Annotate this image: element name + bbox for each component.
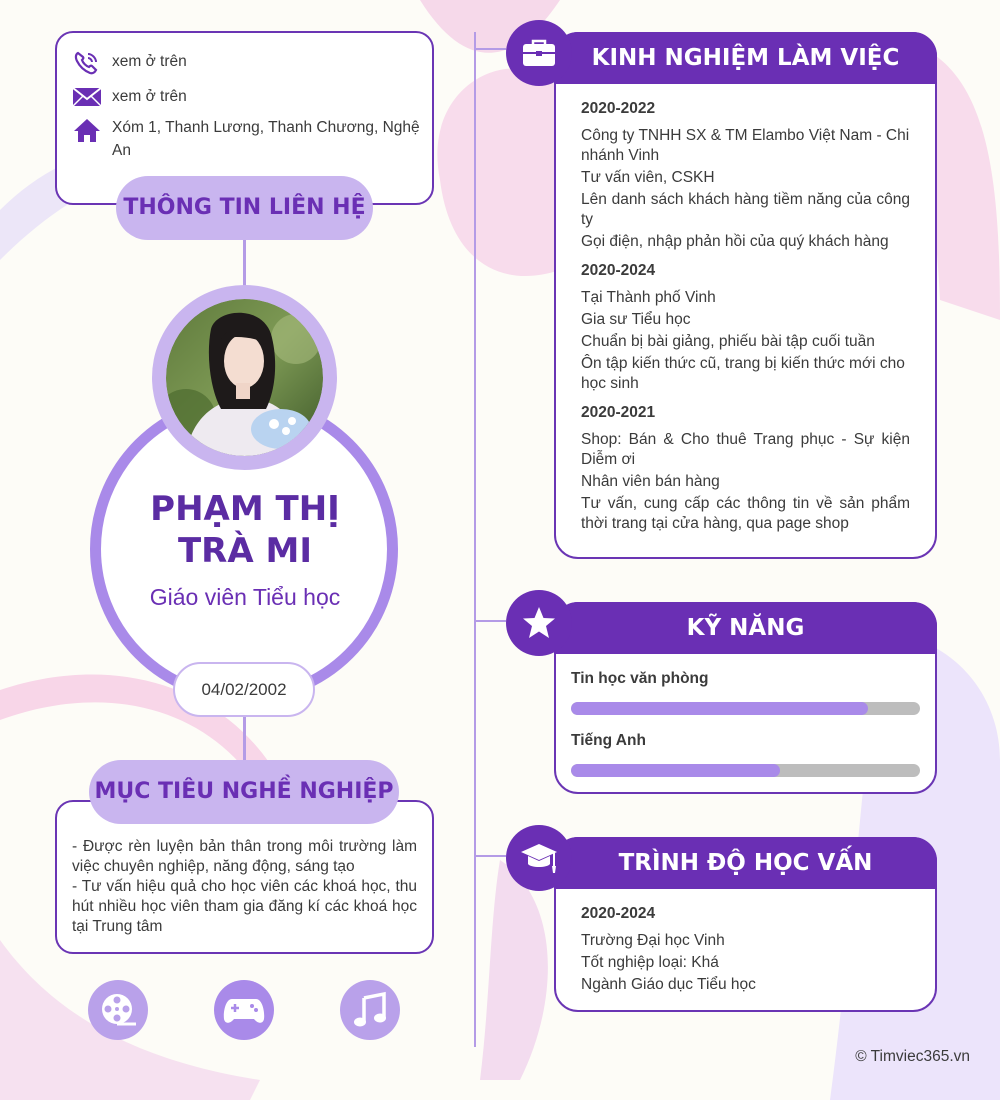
education-details: [581, 905, 910, 997]
profile-connector: [243, 240, 246, 290]
skill-bar-fill: [571, 764, 780, 777]
experience-company: Tại Thành phố Vinh: [581, 289, 716, 306]
experience-task: Chuẩn bị bài giảng, phiếu bài tập cuối tuần: [581, 333, 875, 350]
experience-item: [581, 404, 910, 534]
timeline-connector: [476, 48, 506, 50]
music-note-icon: [350, 990, 390, 1030]
film-reel-icon: [98, 990, 138, 1030]
hobby-games: [214, 980, 274, 1040]
objective-connector: [243, 717, 246, 762]
address-value: Xóm 1, Thanh Lương, Thanh Chương, Nghệ An: [112, 119, 420, 159]
experience-role: Gia sư Tiểu học: [581, 311, 691, 328]
education-grade: Tốt nghiệp loại: Khá: [581, 954, 719, 971]
experience-company: Công ty TNHH SX & TM Elambo Việt Nam - Chi nhánh Vinh: [581, 127, 910, 164]
experience-role: Nhân viên bán hàng: [581, 473, 720, 490]
experience-icon-badge: [506, 20, 572, 86]
objective-line: - Được rèn luyện bản thân trong môi trường làm việc chuyên nghiệp, năng động, sáng tạo: [72, 838, 417, 875]
experience-section-title: KINH NGHIỆM LÀM VIỆC: [554, 32, 937, 84]
experience-list: [581, 100, 910, 536]
gamepad-icon: [222, 993, 266, 1027]
hobby-music: [340, 980, 400, 1040]
objective-section-title: MỤC TIÊU NGHỀ NGHIỆP: [89, 760, 399, 824]
education-section-title: TRÌNH ĐỘ HỌC VẤN: [554, 837, 937, 889]
experience-company: Shop: Bán & Cho thuê Trang phục - Sự kiện Diễm ơi: [581, 431, 910, 468]
objective-line: - Tư vấn hiệu quả cho học viên các khoá học, thu hút nhiều học viên tham gia đăng kí các khoá học tại Trung tâm: [72, 878, 417, 935]
experience-period: 2020-2021: [581, 404, 656, 421]
avatar: [166, 299, 323, 456]
experience-task: Gọi điện, nhập phản hồi của quý khách hàng: [581, 233, 889, 250]
phone-icon: [72, 50, 102, 76]
education-period: 2020-2024: [581, 905, 656, 922]
timeline-connector: [476, 620, 506, 622]
skill-name: Tin học văn phòng: [571, 670, 709, 687]
skills-icon-badge: [506, 590, 572, 656]
skill-name: Tiếng Anh: [571, 732, 646, 749]
skill-bar-fill: [571, 702, 868, 715]
email-value: xem ở trên: [112, 88, 187, 105]
contact-phone-row: [72, 50, 187, 76]
dob-value: 04/02/2002: [201, 679, 287, 699]
profile-position: Giáo viên Tiểu học: [149, 584, 341, 610]
dob-pill: [173, 662, 315, 717]
contact-section-title: THÔNG TIN LIÊN HỆ: [116, 176, 373, 240]
star-icon: [521, 605, 557, 641]
home-icon: [72, 116, 102, 144]
education-school: Trường Đại học Vinh: [581, 932, 725, 949]
envelope-icon: [72, 85, 102, 109]
experience-task: Lên danh sách khách hàng tiềm năng của công ty: [581, 191, 910, 228]
briefcase-icon: [521, 38, 557, 68]
experience-task: Tư vấn, cung cấp các thông tin về sản phẩm thời trang tại cửa hàng, qua page shop: [581, 495, 910, 532]
education-major: Ngành Giáo dục Tiểu học: [581, 976, 756, 993]
experience-task: Ôn tập kiến thức cũ, trang bị kiến thức mới cho học sinh: [581, 355, 905, 392]
timeline-connector: [476, 855, 506, 857]
graduation-cap-icon: [519, 840, 559, 876]
objective-text: [72, 837, 417, 937]
experience-item: [581, 100, 910, 252]
experience-role: Tư vấn viên, CSKH: [581, 169, 715, 186]
phone-value: xem ở trên: [112, 53, 187, 70]
footer-copyright[interactable]: © Timviec365.vn: [855, 1048, 970, 1065]
timeline-line: [474, 32, 476, 1047]
skill-bar: [571, 702, 920, 715]
profile-name: PHẠM THỊ TRÀ MI: [150, 489, 340, 571]
skill-bar: [571, 764, 920, 777]
education-icon-badge: [506, 825, 572, 891]
contact-address-row: [72, 116, 422, 162]
contact-email-row: [72, 85, 187, 109]
experience-period: 2020-2022: [581, 100, 656, 117]
skills-section-title: KỸ NĂNG: [554, 602, 937, 654]
experience-period: 2020-2024: [581, 262, 656, 279]
hobby-film: [88, 980, 148, 1040]
experience-item: [581, 262, 910, 394]
